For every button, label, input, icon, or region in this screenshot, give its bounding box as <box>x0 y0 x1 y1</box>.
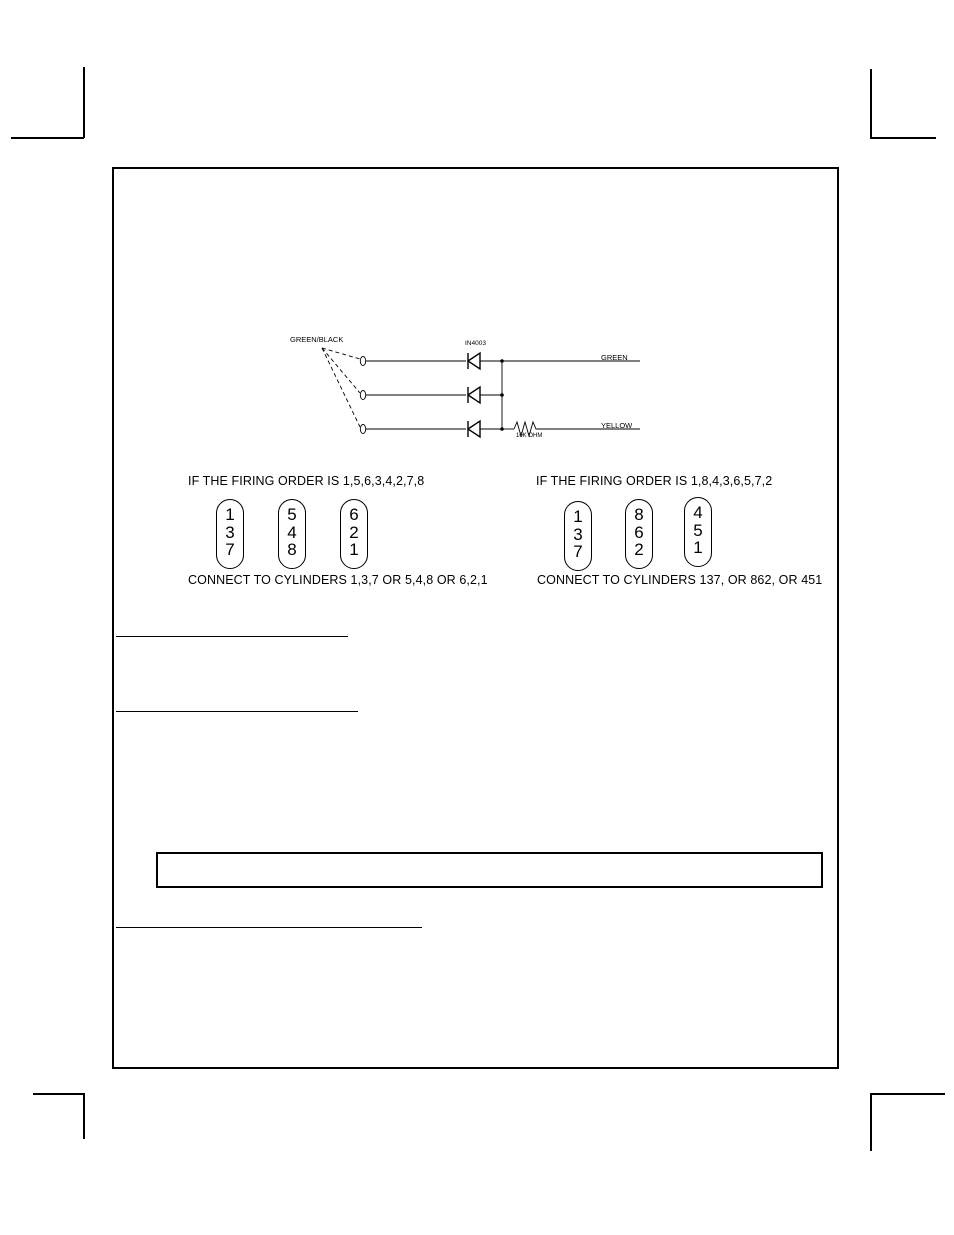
left-firing-order-title: IF THE FIRING ORDER IS 1,5,6,3,4,2,7,8 <box>188 474 425 488</box>
section-heading-rule-1 <box>116 636 348 637</box>
diode-2 <box>468 387 480 403</box>
ring-terminal-2 <box>360 391 365 400</box>
resistor-value-label: 10K OHM <box>516 433 543 439</box>
right-coil-pack-3: 4 5 1 <box>684 497 712 567</box>
junction-dot-2 <box>500 393 504 397</box>
diode-3 <box>468 421 480 437</box>
right-firing-order-title: IF THE FIRING ORDER IS 1,8,4,3,6,5,7,2 <box>536 474 773 488</box>
left-connect-caption: CONNECT TO CYLINDERS 1,3,7 OR 5,4,8 OR 6,2,1 <box>188 573 488 587</box>
ring-terminal-3 <box>360 425 365 434</box>
crop-mark-bottom-right-h <box>870 1093 945 1095</box>
crop-mark-bottom-left-v <box>83 1093 85 1139</box>
green-output-label: GREEN <box>601 353 628 362</box>
left-coil-pack-2: 5 4 8 <box>278 499 306 569</box>
crop-mark-bottom-right-v <box>870 1093 872 1151</box>
note-box <box>156 852 823 888</box>
section-heading-rule-3 <box>116 927 422 928</box>
crop-mark-top-left-v <box>83 67 85 138</box>
wiring-schematic <box>280 330 650 442</box>
right-connect-caption: CONNECT TO CYLINDERS 137, OR 862, OR 451 <box>537 573 823 587</box>
ring-terminal-1 <box>360 357 365 366</box>
crop-mark-top-right-v <box>870 69 872 138</box>
crop-mark-bottom-left-h <box>33 1093 84 1095</box>
crop-mark-top-right-h <box>870 137 936 139</box>
junction-dot-3 <box>500 427 504 431</box>
right-coil-pack-2: 8 6 2 <box>625 499 653 569</box>
right-coil-pack-1: 1 3 7 <box>564 501 592 571</box>
page-frame <box>112 167 839 1069</box>
junction-dot-1 <box>500 359 504 363</box>
green-black-wire-label: GREEN/BLACK <box>290 335 344 344</box>
section-heading-rule-2 <box>116 711 358 712</box>
yellow-output-label: YELLOW <box>601 421 633 430</box>
left-coil-pack-3: 6 2 1 <box>340 499 368 569</box>
diode-part-label: IN4003 <box>465 340 486 347</box>
diode-1 <box>468 353 480 369</box>
left-coil-pack-1: 1 3 7 <box>216 499 244 569</box>
dashed-fanout <box>322 348 360 427</box>
crop-mark-top-left-h <box>11 137 84 139</box>
